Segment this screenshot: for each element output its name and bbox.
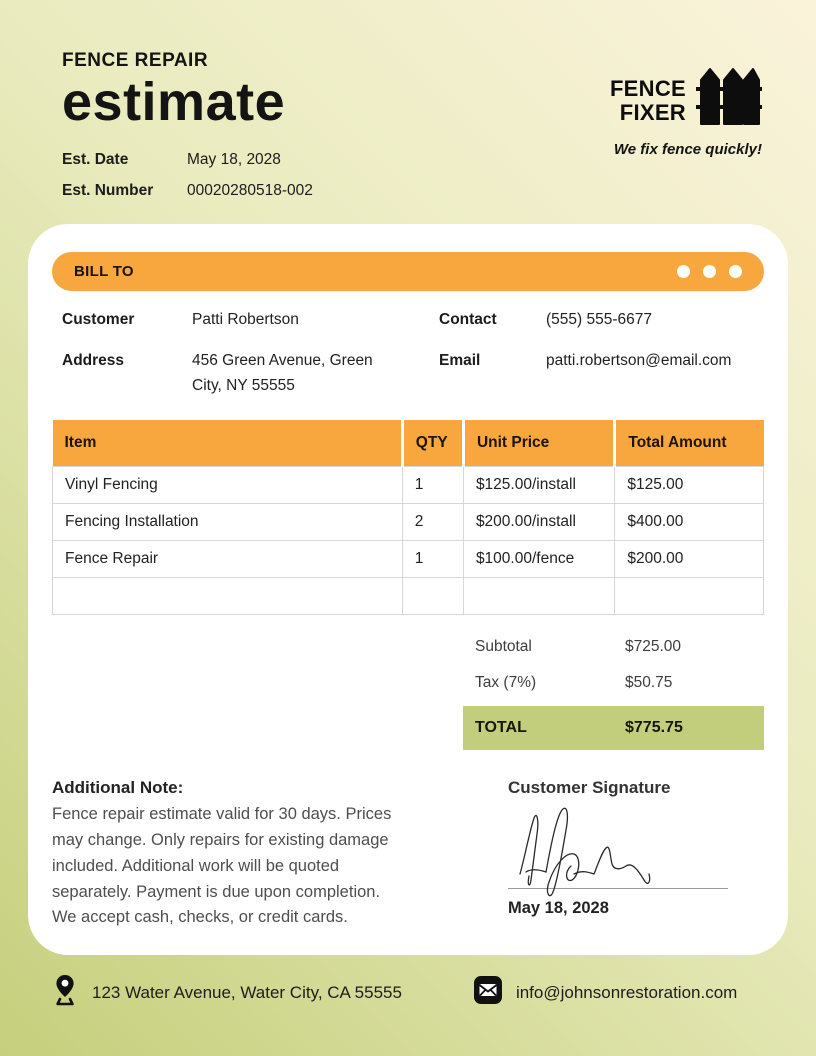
subtotal-row xyxy=(463,629,764,665)
cell-qty xyxy=(402,578,463,615)
est-date-row xyxy=(62,151,313,169)
footer-address xyxy=(52,974,402,1011)
three-dots-icon xyxy=(677,265,742,278)
tax-row xyxy=(463,665,764,701)
tax-value: $50.75 xyxy=(625,674,673,692)
items-table xyxy=(52,420,764,615)
email-label: Email xyxy=(439,351,481,369)
est-number-row xyxy=(62,182,313,200)
est-date-value: May 18, 2028 xyxy=(187,150,281,168)
subtotal-label: Subtotal xyxy=(475,638,532,656)
footer-address-text: 123 Water Avenue, Water City, CA 55555 xyxy=(92,982,402,1002)
col-header-total-amount: Total Amount xyxy=(615,420,764,467)
company-name-line1: FENCE xyxy=(609,75,686,101)
contact-value: (555) 555-6677 xyxy=(546,311,652,328)
total-label: TOTAL xyxy=(475,719,527,737)
contact-label: Contact xyxy=(439,311,497,328)
cell-unit-price: $125.00/install xyxy=(463,467,614,504)
cell-total: $125.00 xyxy=(615,467,764,504)
location-pin-icon xyxy=(52,974,78,1011)
cell-unit-price: $200.00/install xyxy=(463,504,614,541)
table-header-row xyxy=(53,420,764,467)
note-heading: Additional Note: xyxy=(52,778,184,798)
cell-qty: 1 xyxy=(402,467,463,504)
table-row xyxy=(53,541,764,578)
subtotal-value: $725.00 xyxy=(625,638,682,656)
document-footer xyxy=(52,974,737,1011)
estimate-meta xyxy=(62,151,313,200)
table-row xyxy=(53,504,764,541)
document-header xyxy=(62,50,313,213)
bill-to-bar xyxy=(52,252,764,291)
total-value: $775.75 xyxy=(625,719,683,737)
footer-email xyxy=(474,976,737,1009)
cell-item: Fence Repair xyxy=(53,541,403,578)
envelope-icon xyxy=(474,976,502,1009)
tax-label: Tax (7%) xyxy=(475,674,537,692)
address-label: Address xyxy=(62,351,125,369)
col-header-unit-price: Unit Price xyxy=(463,420,614,467)
estimate-card xyxy=(28,224,788,955)
total-row xyxy=(463,706,764,750)
customer-info xyxy=(62,308,754,398)
col-header-item: Item xyxy=(53,420,403,467)
est-number-label: Est. Number xyxy=(62,181,154,199)
totals-section xyxy=(463,629,764,750)
bill-to-title: BILL TO xyxy=(74,263,134,280)
cell-qty: 1 xyxy=(402,541,463,578)
fence-icon xyxy=(696,66,762,135)
cell-item: Vinyl Fencing xyxy=(53,467,403,504)
cell-total: $200.00 xyxy=(615,541,764,578)
company-name xyxy=(610,77,686,125)
email-value: patti.robertson@email.com xyxy=(546,351,732,369)
cell-qty: 2 xyxy=(402,504,463,541)
cell-total xyxy=(615,578,764,615)
signature-line xyxy=(508,888,728,889)
table-row-empty xyxy=(53,578,764,615)
signature-heading: Customer Signature xyxy=(508,778,671,798)
address-value: 456 Green Avenue, Green City, NY 55555 xyxy=(192,351,373,394)
table-row xyxy=(53,467,764,504)
col-header-qty: QTY xyxy=(402,420,463,467)
company-logo xyxy=(610,66,762,158)
footer-email-text: info@johnsonrestoration.com xyxy=(515,982,738,1002)
cell-item xyxy=(53,578,403,615)
company-tagline: We fix fence quickly! xyxy=(613,141,762,158)
additional-note xyxy=(52,778,408,931)
document-subtitle: FENCE REPAIR xyxy=(62,50,209,71)
signature-date: May 18, 2028 xyxy=(508,899,609,918)
customer-value: Patti Robertson xyxy=(192,311,299,328)
cell-unit-price: $100.00/fence xyxy=(463,541,614,578)
company-name-line2: FIXER xyxy=(619,99,686,125)
signature-scribble xyxy=(514,802,664,902)
est-date-label: Est. Date xyxy=(62,150,129,168)
customer-label: Customer xyxy=(62,311,135,328)
cell-total: $400.00 xyxy=(615,504,764,541)
note-body: Fence repair estimate valid for 30 days. Prices may change. Only repairs for existing damage included. Additional work will be quoted separately. Payment is due upon completion. We accept cash, checks, or credit cards. xyxy=(52,805,392,927)
cell-item: Fencing Installation xyxy=(53,504,403,541)
page-title: estimate xyxy=(62,72,286,132)
est-number-value: 00020280518-002 xyxy=(187,181,313,199)
signature-block xyxy=(508,778,764,931)
cell-unit-price xyxy=(463,578,614,615)
